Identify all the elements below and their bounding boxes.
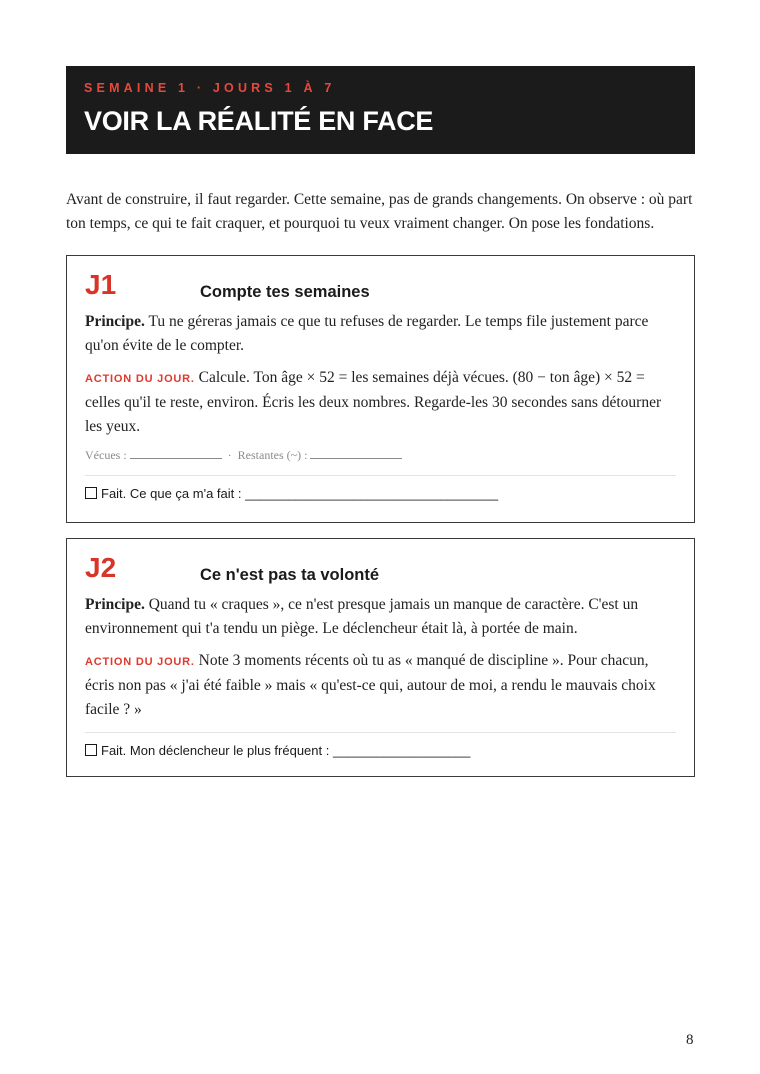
answer-fields <box>85 447 676 476</box>
day-header <box>85 256 676 306</box>
principle-text: Tu ne géreras jamais ce que tu refuses de regarder. Le temps file justement parce qu'on évite de le compter. <box>85 313 649 354</box>
week-kicker: SEMAINE 1 · JOURS 1 À 7 <box>84 81 336 95</box>
day-card-j2 <box>66 538 695 777</box>
week-header <box>66 66 695 154</box>
done-row <box>85 733 676 760</box>
principle-text: Quand tu « craques », ce n'est presque jamais un manque de caractère. C'est un environnement qui t'a tendu un piège. Le déclencheur était là, à portée de main. <box>85 596 639 637</box>
action-text: Note 3 moments récents où tu as « manqué de discipline ». Pour chacun, écris non pas « j'ai été faible » mais « qu'est-ce qui, autour de moi, a rendu le mauvais choix facile ? » <box>85 652 656 718</box>
intro-paragraph: Avant de construire, il faut regarder. Cette semaine, pas de grands changements. On observe : où part ton temps, ce qui te fait craquer, et pourquoi tu veux vraiment changer. On pose les fondations. <box>66 190 693 232</box>
action-text: Calcule. Ton âge × 52 = les semaines déjà vécues. (80 − ton âge) × 52 = celles qu'il te reste, environ. Écris les deux nombres. Regarde-les 30 secondes sans détourner les yeux. <box>85 369 662 435</box>
done-row <box>85 476 676 503</box>
done-checkbox[interactable] <box>85 744 97 756</box>
week-title: VOIR LA RÉALITÉ EN FACE <box>84 106 434 136</box>
lived-weeks-field[interactable] <box>130 448 222 459</box>
day-header <box>85 539 676 589</box>
day-title: Compte tes semaines <box>200 283 370 301</box>
action-label: ACTION DU JOUR. <box>85 656 195 668</box>
principle-paragraph <box>85 310 676 358</box>
action-paragraph <box>85 649 676 733</box>
done-text: Fait. Ce que ça m'a fait : ___________________________________ <box>101 486 499 501</box>
day-number: J1 <box>85 269 117 300</box>
remaining-weeks-label: Restantes (~) : <box>237 448 311 462</box>
page-number: 8 <box>686 1032 694 1048</box>
day-number: J2 <box>85 552 117 583</box>
action-label: ACTION DU JOUR. <box>85 373 195 385</box>
principle-label: Principe. <box>85 313 145 330</box>
lived-weeks-label: Vécues : <box>85 448 130 462</box>
done-checkbox[interactable] <box>85 487 97 499</box>
principle-label: Principe. <box>85 596 145 613</box>
done-text: Fait. Mon déclencheur le plus fréquent : ___________________ <box>101 743 471 758</box>
remaining-weeks-field[interactable] <box>310 448 402 459</box>
action-paragraph <box>85 366 676 439</box>
field-separator: · <box>227 448 232 462</box>
day-card-j1 <box>66 255 695 523</box>
day-title: Ce n'est pas ta volonté <box>200 566 380 584</box>
principle-paragraph <box>85 593 676 641</box>
